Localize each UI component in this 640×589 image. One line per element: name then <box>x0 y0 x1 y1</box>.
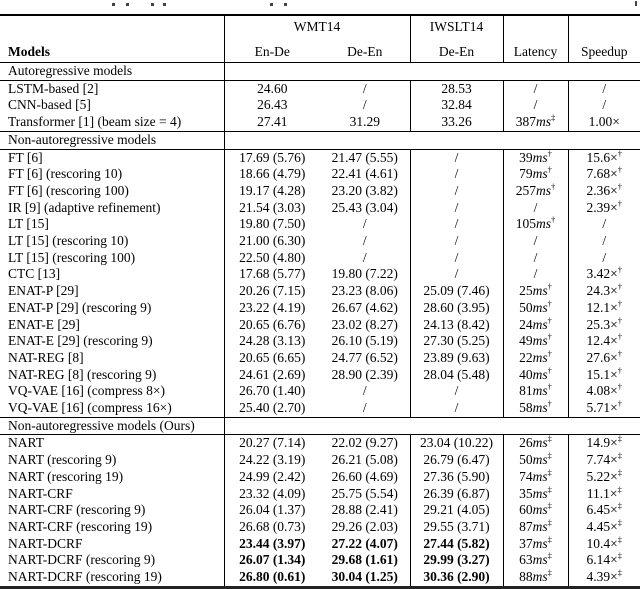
wmt14-de-en-cell: 28.90 (2.39) <box>320 367 410 384</box>
wmt14-de-en-cell: / <box>320 233 410 250</box>
model-cell: VQ-VAE [16] (compress 16×) <box>0 400 224 417</box>
speedup-cell: 5.71×† <box>586 400 622 416</box>
iwslt14-de-en-cell: 28.60 (3.95) <box>410 300 503 317</box>
table-header <box>0 15 640 63</box>
latency-cell: / <box>503 250 568 267</box>
speedup-cell: 5.22×‡ <box>586 468 622 484</box>
dagger-mark: † <box>547 316 552 326</box>
wmt14-en-de-cell: 26.68 (0.73) <box>239 518 306 534</box>
latency-cell: / <box>503 266 568 283</box>
iwslt14-de-en-cell: / <box>410 166 503 183</box>
table-row <box>0 400 640 417</box>
wmt14-de-en-cell: 27.22 (4.07) <box>320 536 410 553</box>
dagger-mark: † <box>617 366 622 376</box>
table-row <box>0 300 640 317</box>
wmt14-en-de-cell: 22.50 (4.80) <box>239 249 306 265</box>
ms-unit: ms <box>532 299 548 315</box>
dagger-mark: † <box>547 333 552 342</box>
model-cell: NAT-REG [8] <box>0 350 224 367</box>
wmt14-de-en-cell: / <box>320 216 410 233</box>
wmt14-de-en-cell: 26.67 (4.62) <box>320 300 410 317</box>
wmt14-de-en-cell: 26.60 (4.69) <box>320 469 410 486</box>
iwslt14-de-en-cell: 23.89 (9.63) <box>410 350 503 367</box>
double-dagger-mark: ‡ <box>547 552 552 561</box>
header-iwslt14: IWSLT14 <box>410 15 503 39</box>
latency-cell: 63ms‡ <box>503 552 568 569</box>
iwslt14-de-en-cell: / <box>410 216 503 233</box>
dagger-mark: † <box>617 383 622 392</box>
model-cell: ENAT-P [29] <box>0 283 224 300</box>
latency-cell: 49ms† <box>503 333 568 350</box>
iwslt14-de-en-cell: 25.09 (7.46) <box>410 283 503 300</box>
wmt14-en-de-cell: 23.44 (3.97) <box>239 535 306 551</box>
dagger-mark: † <box>617 199 622 209</box>
header-speedup: Speedup <box>581 44 628 59</box>
ms-unit: ms <box>532 383 548 399</box>
dagger-mark: † <box>547 283 552 292</box>
ms-unit: ms <box>535 216 551 232</box>
speedup-cell: 7.68×† <box>586 166 622 182</box>
speedup-cell: 11.1×‡ <box>586 485 622 501</box>
table-row <box>0 350 640 367</box>
double-dagger-mark: ‡ <box>547 485 552 495</box>
latency-cell: 87ms‡ <box>503 519 568 536</box>
ms-unit: ms <box>532 366 548 382</box>
ms-unit: ms <box>532 333 548 349</box>
dagger-mark: † <box>617 349 622 359</box>
model-cell: IR [9] (adaptive refinement) <box>0 200 224 217</box>
caption-fragment <box>284 3 287 6</box>
speedup-cell: 27.6×† <box>586 349 622 365</box>
wmt14-en-de-cell: 26.07 (1.34) <box>239 552 306 568</box>
wmt14-de-en-cell: 21.47 (5.55) <box>320 149 410 166</box>
ms-unit: ms <box>532 452 548 468</box>
ms-unit: ms <box>532 349 548 365</box>
dagger-mark: † <box>547 149 552 159</box>
speedup-cell: / <box>602 80 607 96</box>
double-dagger-mark: ‡ <box>547 502 552 511</box>
latency-cell: 25ms† <box>503 283 568 300</box>
wmt14-en-de-cell: 27.41 <box>257 114 288 130</box>
header-models: Models <box>0 39 224 63</box>
wmt14-de-en-cell: 22.41 (4.61) <box>320 166 410 183</box>
wmt14-en-de-cell: 24.22 (3.19) <box>239 452 306 468</box>
table-row <box>0 97 640 114</box>
iwslt14-de-en-cell: 27.44 (5.82) <box>410 536 503 553</box>
model-cell: NART (rescoring 19) <box>0 469 224 486</box>
double-dagger-mark: ‡ <box>617 552 622 561</box>
double-dagger-mark: ‡ <box>617 485 622 495</box>
wmt14-de-en-cell: 25.43 (3.04) <box>320 200 410 217</box>
model-cell: VQ-VAE [16] (compress 8×) <box>0 383 224 400</box>
header-latency: Latency <box>503 39 568 63</box>
model-cell: CTC [13] <box>0 266 224 283</box>
wmt14-en-de-cell: 17.69 (5.76) <box>239 149 306 165</box>
section-header-row <box>0 63 640 81</box>
model-cell: LSTM-based [2] <box>0 80 224 97</box>
iwslt14-de-en-cell: 33.26 <box>410 114 503 131</box>
speedup-cell: 25.3×† <box>586 316 622 332</box>
header-sub-row <box>0 39 640 63</box>
wmt14-en-de-cell: 26.80 (0.61) <box>239 569 306 585</box>
dagger-mark: † <box>617 400 622 409</box>
iwslt14-de-en-cell: / <box>410 200 503 217</box>
dagger-mark: † <box>617 266 622 275</box>
speedup-cell: 2.39×† <box>586 199 622 215</box>
wmt14-de-en-cell: / <box>320 97 410 114</box>
iwslt14-de-en-cell: / <box>410 250 503 267</box>
results-table <box>0 14 640 589</box>
section-spacer <box>224 131 640 149</box>
speedup-cell: / <box>602 216 607 232</box>
dagger-mark: † <box>547 400 552 409</box>
speedup-cell: 12.4×† <box>586 333 622 349</box>
wmt14-de-en-cell: 26.10 (5.19) <box>320 333 410 350</box>
double-dagger-mark: ‡ <box>617 434 622 444</box>
iwslt14-de-en-cell: / <box>410 233 503 250</box>
latency-cell: 50ms‡ <box>503 452 568 469</box>
section-title: Autoregressive models <box>0 63 224 81</box>
speedup-cell: / <box>602 249 607 265</box>
header-group-row <box>0 15 640 39</box>
table-row <box>0 367 640 384</box>
double-dagger-mark: ‡ <box>547 452 552 461</box>
model-cell: NART-DCRF (rescoring 19) <box>0 569 224 587</box>
wmt14-de-en-cell: 25.75 (5.54) <box>320 486 410 503</box>
double-dagger-mark: ‡ <box>547 569 552 578</box>
model-cell: LT [15] (rescoring 10) <box>0 233 224 250</box>
double-dagger-mark: ‡ <box>547 468 552 478</box>
wmt14-en-de-cell: 26.43 <box>257 97 288 113</box>
table-row <box>0 469 640 486</box>
double-dagger-mark: ‡ <box>617 452 622 461</box>
speedup-cell: 3.42×† <box>586 266 622 282</box>
latency-cell: 22ms† <box>503 350 568 367</box>
iwslt14-de-en-cell: 32.84 <box>410 97 503 114</box>
latency-cell: 50ms† <box>503 300 568 317</box>
latency-cell: / <box>503 200 568 217</box>
iwslt14-de-en-cell: 28.53 <box>410 80 503 97</box>
table-row <box>0 435 640 452</box>
header-iwslt-de-en: De-En <box>410 39 503 63</box>
latency-cell: 39ms† <box>503 149 568 166</box>
iwslt14-de-en-cell: 29.55 (3.71) <box>410 519 503 536</box>
dagger-mark: † <box>551 216 556 225</box>
wmt14-en-de-cell: 20.27 (7.14) <box>239 435 306 451</box>
wmt14-en-de-cell: 20.26 (7.15) <box>239 283 306 299</box>
table-row <box>0 452 640 469</box>
model-cell: FT [6] <box>0 149 224 166</box>
wmt14-en-de-cell: 20.65 (6.76) <box>239 316 306 332</box>
model-cell: NART-DCRF (rescoring 9) <box>0 552 224 569</box>
latency-cell: 79ms† <box>503 166 568 183</box>
ms-unit: ms <box>532 435 548 451</box>
speedup-cell: 1.00× <box>588 114 620 130</box>
dagger-mark: † <box>617 316 622 326</box>
speedup-cell: 2.36×† <box>586 182 622 198</box>
table-row <box>0 233 640 250</box>
latency-cell: 60ms‡ <box>503 502 568 519</box>
model-cell: NAT-REG [8] (rescoring 9) <box>0 367 224 384</box>
speedup-cell: / <box>602 233 607 249</box>
dagger-mark: † <box>617 333 622 342</box>
ms-unit: ms <box>532 535 548 551</box>
table-row <box>0 383 640 400</box>
wmt14-de-en-cell: / <box>320 383 410 400</box>
model-cell: ENAT-P [29] (rescoring 9) <box>0 300 224 317</box>
header-de-en: De-En <box>320 39 410 63</box>
ms-unit: ms <box>532 569 548 585</box>
latency-cell: 105ms† <box>503 216 568 233</box>
model-cell: NART <box>0 435 224 452</box>
model-cell: NART (rescoring 9) <box>0 452 224 469</box>
ms-unit: ms <box>535 182 551 198</box>
model-cell: LT [15] (rescoring 100) <box>0 250 224 267</box>
latency-cell: / <box>503 80 568 97</box>
table-row <box>0 80 640 97</box>
dagger-mark: † <box>551 182 556 192</box>
iwslt14-de-en-cell: 27.30 (5.25) <box>410 333 503 350</box>
dagger-mark: † <box>547 166 552 175</box>
table-row <box>0 333 640 350</box>
wmt14-en-de-cell: 21.00 (6.30) <box>239 233 306 249</box>
latency-cell: 40ms† <box>503 367 568 384</box>
model-cell: FT [6] (rescoring 100) <box>0 183 224 200</box>
ms-unit: ms <box>535 114 551 130</box>
latency-cell: / <box>503 97 568 114</box>
double-dagger-mark: ‡ <box>551 114 556 123</box>
ms-unit: ms <box>532 149 548 165</box>
section-header-row <box>0 417 640 435</box>
latency-cell: 58ms† <box>503 400 568 417</box>
wmt14-en-de-cell: 24.60 <box>257 80 288 96</box>
latency-cell: 26ms‡ <box>503 435 568 452</box>
speedup-cell: 12.1×† <box>586 299 622 315</box>
table-row <box>0 149 640 166</box>
dagger-mark: † <box>547 299 552 309</box>
wmt14-de-en-cell: / <box>320 250 410 267</box>
latency-cell: 88ms‡ <box>503 569 568 587</box>
wmt14-en-de-cell: 24.28 (3.13) <box>239 333 306 349</box>
table-row <box>0 200 640 217</box>
speedup-cell: 7.74×‡ <box>586 452 622 468</box>
caption-fragment <box>163 3 166 6</box>
caption-fragment <box>270 3 273 6</box>
wmt14-en-de-cell: 17.68 (5.77) <box>239 266 306 282</box>
wmt14-en-de-cell: 26.04 (1.37) <box>239 502 306 518</box>
model-cell: NART-CRF (rescoring 9) <box>0 502 224 519</box>
caption-fragment <box>635 1 637 6</box>
model-cell: FT [6] (rescoring 10) <box>0 166 224 183</box>
table-row <box>0 183 640 200</box>
wmt14-en-de-cell: 25.40 (2.70) <box>239 400 306 416</box>
ms-unit: ms <box>532 316 548 332</box>
speedup-cell: 4.39×‡ <box>586 569 622 585</box>
caption-fragment <box>112 3 115 6</box>
latency-cell: 35ms‡ <box>503 486 568 503</box>
wmt14-de-en-cell: 29.68 (1.61) <box>320 552 410 569</box>
model-cell: NART-DCRF <box>0 536 224 553</box>
ms-unit: ms <box>532 552 548 568</box>
model-cell: Transformer [1] (beam size = 4) <box>0 114 224 131</box>
section-spacer <box>224 63 640 81</box>
speedup-cell: 15.6×† <box>586 149 622 165</box>
wmt14-de-en-cell: / <box>320 400 410 417</box>
double-dagger-mark: ‡ <box>547 535 552 545</box>
ms-unit: ms <box>532 485 548 501</box>
header-speedup-spacer <box>568 15 640 39</box>
header-wmt14: WMT14 <box>224 15 410 39</box>
wmt14-de-en-cell: 28.88 (2.41) <box>320 502 410 519</box>
ms-unit: ms <box>532 400 548 416</box>
dagger-mark: † <box>617 299 622 309</box>
latency-cell: 257ms† <box>503 183 568 200</box>
dagger-mark: † <box>547 383 552 392</box>
table-row <box>0 250 640 267</box>
model-cell: NART-CRF (rescoring 19) <box>0 519 224 536</box>
table-row <box>0 536 640 553</box>
iwslt14-de-en-cell: / <box>410 149 503 166</box>
section-header-row <box>0 131 640 149</box>
wmt14-en-de-cell: 23.32 (4.09) <box>239 485 306 501</box>
dagger-mark: † <box>617 182 622 192</box>
table-row <box>0 114 640 131</box>
iwslt14-de-en-cell: 26.79 (6.47) <box>410 452 503 469</box>
table-row <box>0 519 640 536</box>
wmt14-en-de-cell: 23.22 (4.19) <box>239 299 306 315</box>
double-dagger-mark: ‡ <box>617 569 622 578</box>
ms-unit: ms <box>532 166 548 182</box>
iwslt14-de-en-cell: / <box>410 183 503 200</box>
speedup-cell: 14.9×‡ <box>586 434 622 451</box>
speedup-cell: 4.08×† <box>586 383 622 399</box>
table-row <box>0 317 640 334</box>
wmt14-en-de-cell: 18.66 (4.79) <box>239 166 306 182</box>
section-title: Non-autoregressive models (Ours) <box>0 417 224 435</box>
wmt14-de-en-cell: 19.80 (7.22) <box>320 266 410 283</box>
double-dagger-mark: ‡ <box>547 518 552 528</box>
wmt14-de-en-cell: 23.20 (3.82) <box>320 183 410 200</box>
wmt14-de-en-cell: / <box>320 80 410 97</box>
wmt14-de-en-cell: 31.29 <box>320 114 410 131</box>
speedup-cell: 15.1×† <box>586 366 622 382</box>
speedup-cell: / <box>602 97 607 113</box>
latency-cell: 24ms† <box>503 317 568 334</box>
wmt14-en-de-cell: 21.54 (3.03) <box>239 199 306 215</box>
iwslt14-de-en-cell: / <box>410 400 503 417</box>
iwslt14-de-en-cell: 23.04 (10.22) <box>410 435 503 452</box>
speedup-cell: 4.45×‡ <box>586 518 622 534</box>
wmt14-de-en-cell: 29.26 (2.03) <box>320 519 410 536</box>
iwslt14-de-en-cell: 28.04 (5.48) <box>410 367 503 384</box>
wmt14-de-en-cell: 26.21 (5.08) <box>320 452 410 469</box>
latency-cell: 37ms‡ <box>503 536 568 553</box>
model-cell: ENAT-E [29] (rescoring 9) <box>0 333 224 350</box>
double-dagger-mark: ‡ <box>617 468 622 478</box>
wmt14-de-en-cell: 30.04 (1.25) <box>320 569 410 587</box>
dagger-mark: † <box>617 283 622 292</box>
iwslt14-de-en-cell: 30.36 (2.90) <box>410 569 503 587</box>
table-row <box>0 502 640 519</box>
table-row <box>0 552 640 569</box>
wmt14-en-de-cell: 19.17 (4.28) <box>239 182 306 198</box>
iwslt14-de-en-cell: 24.13 (8.42) <box>410 317 503 334</box>
speedup-cell: 10.4×‡ <box>586 535 622 551</box>
ms-unit: ms <box>532 502 548 518</box>
model-cell: CNN-based [5] <box>0 97 224 114</box>
wmt14-en-de-cell: 20.65 (6.65) <box>239 349 306 365</box>
cropped-caption-fragments <box>0 0 640 14</box>
wmt14-en-de-cell: 19.80 (7.50) <box>239 216 306 232</box>
header-latency-spacer <box>503 15 568 39</box>
dagger-mark: † <box>547 349 552 359</box>
table-row <box>0 266 640 283</box>
model-cell: LT [15] <box>0 216 224 233</box>
table-row <box>0 283 640 300</box>
table-row <box>0 166 640 183</box>
latency-cell: 387ms‡ <box>503 114 568 131</box>
table-row <box>0 569 640 587</box>
header-models-spacer <box>0 15 224 39</box>
iwslt14-de-en-cell: / <box>410 266 503 283</box>
ms-unit: ms <box>532 468 548 484</box>
double-dagger-mark: ‡ <box>617 535 622 545</box>
section-spacer <box>224 417 640 435</box>
double-dagger-mark: ‡ <box>547 434 552 444</box>
dagger-mark: † <box>617 149 622 159</box>
speedup-cell: 24.3×† <box>586 283 622 299</box>
wmt14-en-de-cell: 26.70 (1.40) <box>239 383 306 399</box>
header-en-de: En-De <box>254 44 290 59</box>
section-title: Non-autoregressive models <box>0 131 224 149</box>
model-cell: NART-CRF <box>0 486 224 503</box>
wmt14-de-en-cell: 23.23 (8.06) <box>320 283 410 300</box>
double-dagger-mark: ‡ <box>617 502 622 511</box>
model-cell: ENAT-E [29] <box>0 317 224 334</box>
table-row <box>0 216 640 233</box>
ms-unit: ms <box>532 283 548 299</box>
wmt14-de-en-cell: 24.77 (6.52) <box>320 350 410 367</box>
iwslt14-de-en-cell: 27.36 (5.90) <box>410 469 503 486</box>
double-dagger-mark: ‡ <box>617 518 622 528</box>
latency-cell: 74ms‡ <box>503 469 568 486</box>
wmt14-de-en-cell: 23.02 (8.27) <box>320 317 410 334</box>
table-row <box>0 486 640 503</box>
caption-fragment <box>126 3 129 6</box>
speedup-cell: 6.14×‡ <box>586 552 622 568</box>
iwslt14-de-en-cell: 29.99 (3.27) <box>410 552 503 569</box>
ms-unit: ms <box>532 518 548 534</box>
iwslt14-de-en-cell: / <box>410 383 503 400</box>
iwslt14-de-en-cell: 26.39 (6.87) <box>410 486 503 503</box>
latency-cell: 81ms† <box>503 383 568 400</box>
caption-fragment <box>151 3 154 6</box>
wmt14-en-de-cell: 24.61 (2.69) <box>239 366 306 382</box>
iwslt14-de-en-cell: 29.21 (4.05) <box>410 502 503 519</box>
dagger-mark: † <box>617 166 622 175</box>
table-body <box>0 63 640 588</box>
dagger-mark: † <box>547 366 552 376</box>
latency-cell: / <box>503 233 568 250</box>
wmt14-de-en-cell: 22.02 (9.27) <box>320 435 410 452</box>
wmt14-en-de-cell: 24.99 (2.42) <box>239 468 306 484</box>
speedup-cell: 6.45×‡ <box>586 502 622 518</box>
